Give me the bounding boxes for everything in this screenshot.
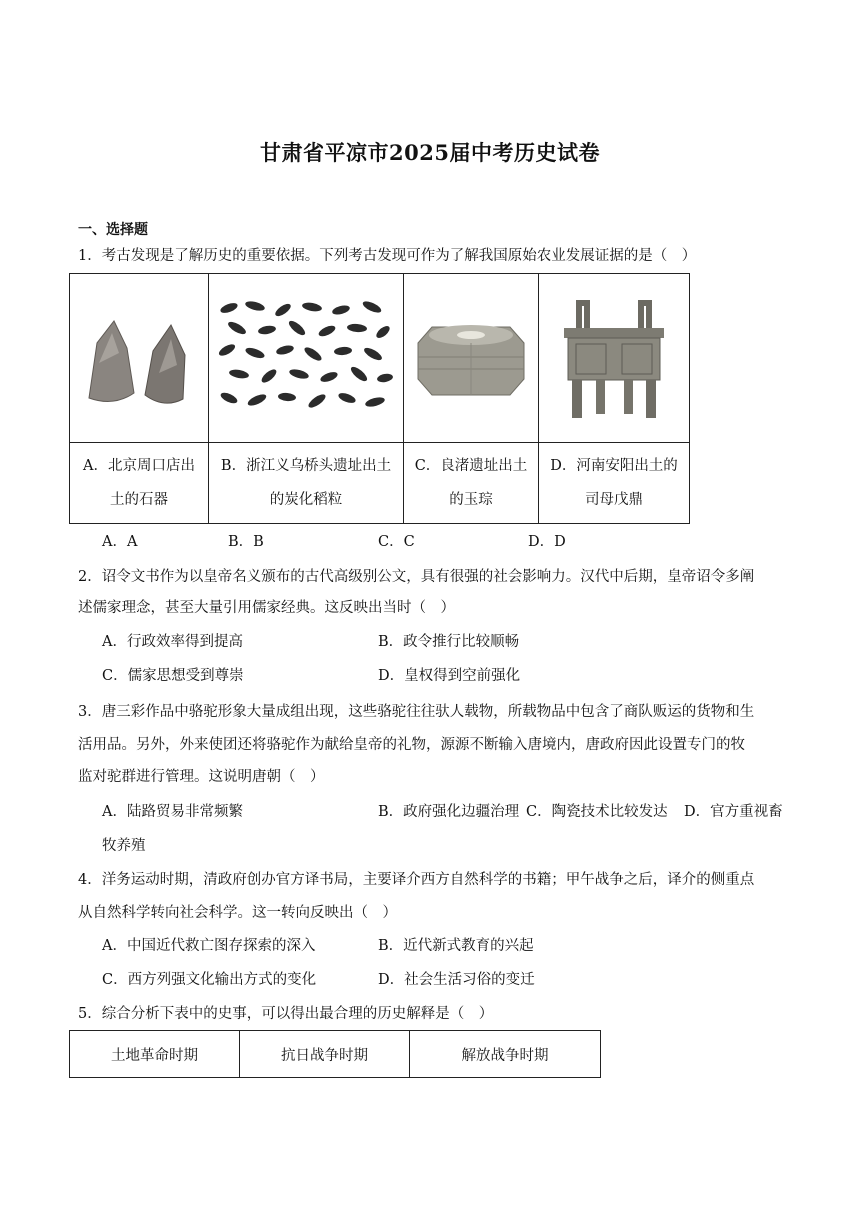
question-1-stem: 1．考古发现是了解历史的重要依据。下列考古发现可作为了解我国原始农业发展证据的是（ ） — [78, 248, 697, 264]
question-4-line-1: 4．洋务运动时期，清政府创办官方译书局，主要译介西方自然科学的书籍；甲午战争之后，译介的侧重点 — [78, 872, 755, 888]
q4-option-c[interactable]: C．西方列强文化输出方式的变化 — [102, 972, 317, 988]
q3-option-d-continued: 牧养殖 — [102, 838, 146, 854]
caption-d — [539, 443, 690, 524]
jade-cong-image — [404, 274, 538, 442]
image-cell-b — [209, 274, 404, 443]
question-5-stem: 5．综合分析下表中的史事，可以得出最合理的历史解释是（ ） — [78, 1006, 494, 1022]
image-cell-c — [404, 274, 539, 443]
question-5-table — [69, 1030, 601, 1078]
table-header-land-revolution: 土地革命时期 — [70, 1031, 240, 1078]
q4-option-b[interactable]: B．近代新式教育的兴起 — [378, 938, 534, 954]
bronze-ding-image — [539, 274, 689, 442]
caption-c — [404, 443, 539, 524]
q3-option-a[interactable]: A．陆路贸易非常频繁 — [102, 804, 243, 820]
question-3-line-3: 监对驼群进行管理。这说明唐朝（ ） — [78, 769, 325, 785]
page-title: 甘肃省平凉市2025届中考历史试卷 — [260, 140, 600, 165]
caption-b-line-1: B．浙江义乌桥头遗址出土 — [220, 458, 392, 474]
caption-d-line-2: 司母戊鼎 — [585, 492, 643, 508]
q1-option-a[interactable]: A．A — [102, 534, 138, 550]
q1-option-d[interactable]: D．D — [528, 534, 566, 550]
question-3-line-1: 3．唐三彩作品中骆驼形象大量成组出现，这些骆驼往往驮人载物，所载物品中包含了商队贩运的货物和生 — [78, 704, 755, 720]
question-2-line-1: 2．诏令文书作为以皇帝名义颁布的古代高级别公文，具有很强的社会影响力。汉代中后期，皇帝诏令多阐 — [78, 569, 755, 585]
question-2-line-2: 述儒家理念，甚至大量引用儒家经典。这反映出当时（ ） — [78, 600, 455, 616]
q3-option-b[interactable]: B．政府强化边疆治理 — [378, 804, 520, 820]
q4-option-d[interactable]: D．社会生活习俗的变迁 — [378, 972, 535, 988]
section-heading: 一、选择题 — [78, 222, 148, 238]
question-3-line-2: 活用品。另外，外来使团还将骆驼作为献给皇帝的礼物，源源不断输入唐境内，唐政府因此设置专门的牧 — [78, 737, 745, 753]
caption-b — [209, 443, 404, 524]
q2-option-d[interactable]: D．皇权得到空前强化 — [378, 668, 521, 684]
q1-option-b[interactable]: B．B — [228, 534, 264, 550]
q4-option-a[interactable]: A．中国近代救亡图存探索的深入 — [102, 938, 316, 954]
caption-a-line-1: A．北京周口店出 — [83, 458, 195, 474]
caption-a-line-2: 土的石器 — [110, 492, 168, 508]
q2-option-c[interactable]: C．儒家思想受到尊崇 — [102, 668, 244, 684]
table-header-anti-japanese-war: 抗日战争时期 — [240, 1031, 410, 1078]
q2-option-a[interactable]: A．行政效率得到提高 — [102, 634, 243, 650]
question-4-line-2: 从自然科学转向社会科学。这一转向反映出（ ） — [78, 905, 397, 921]
image-cell-a — [70, 274, 209, 443]
q3-option-c[interactable]: C．陶瓷技术比较发达 — [526, 804, 668, 820]
caption-a — [70, 443, 209, 524]
caption-c-line-2: 的玉琮 — [449, 492, 493, 508]
q1-option-c[interactable]: C．C — [378, 534, 415, 550]
table-header-liberation-war: 解放战争时期 — [410, 1031, 601, 1078]
image-cell-d — [539, 274, 690, 443]
q2-option-b[interactable]: B．政令推行比较顺畅 — [378, 634, 520, 650]
q3-option-d[interactable]: D．官方重视畜 — [684, 804, 783, 820]
stone-tools-image — [70, 274, 208, 442]
caption-d-line-1: D．河南安阳出土的 — [550, 458, 678, 474]
caption-b-line-2: 的炭化稻粒 — [269, 492, 343, 508]
carbonized-rice-image — [209, 274, 403, 442]
caption-c-line-1: C．良渚遗址出土 — [414, 458, 528, 474]
question-1-image-table — [69, 273, 690, 524]
